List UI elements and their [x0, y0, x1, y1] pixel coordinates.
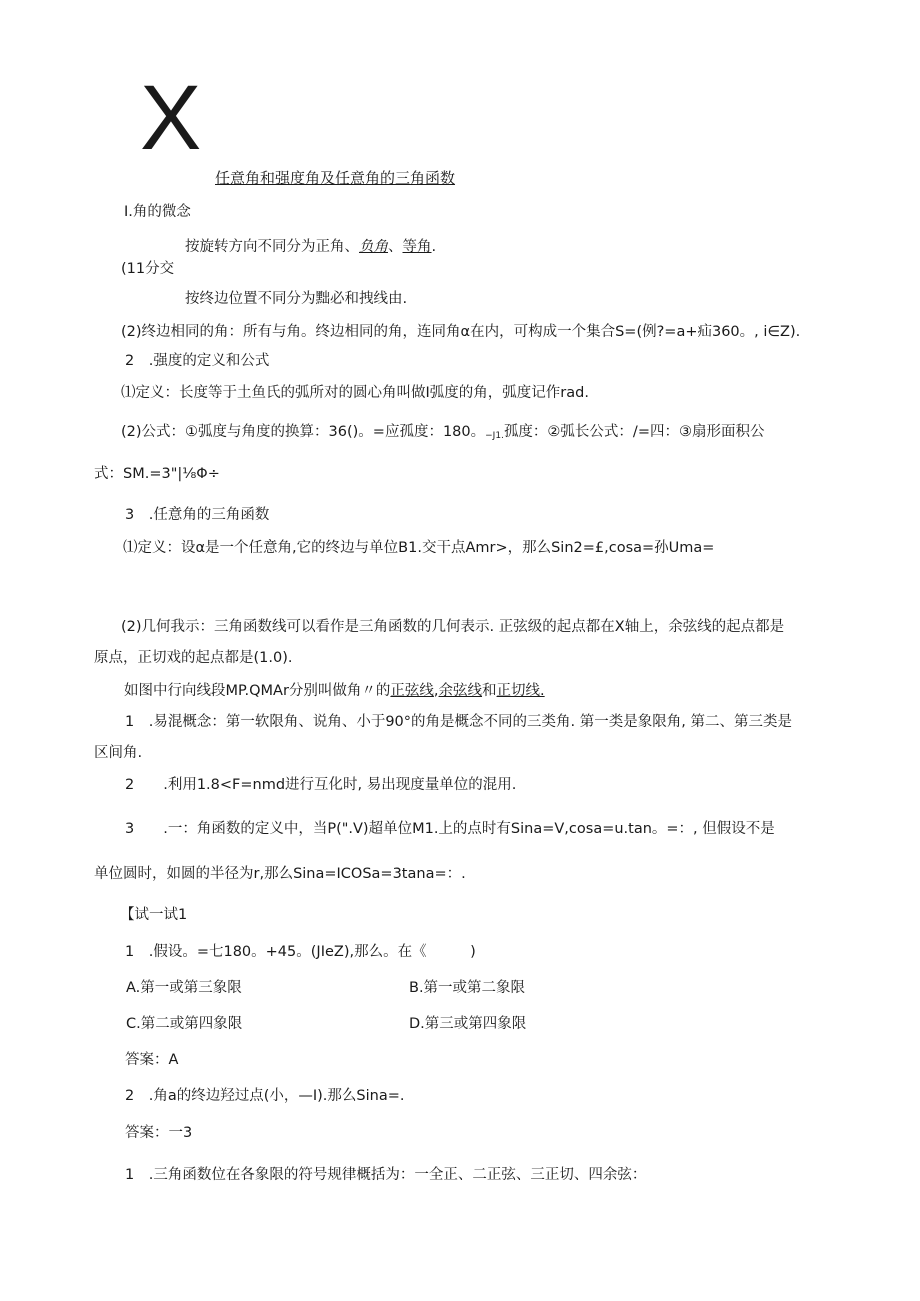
radian-definition: ⑴定义：长度等于土鱼氏的弧所对的圆心角叫做I弧度的角，弧度记作rad. — [121, 385, 589, 401]
option-c: C.第二或第四象限 — [126, 1016, 243, 1032]
note-1-line-1: 1 .易混概念：第一软限角、说角、小于90°的角是概念不同的三类角. 第一类是象限角, 第二、第三类是 — [125, 714, 792, 730]
and-word: 和 — [482, 683, 497, 699]
rotation-separator: 、 — [388, 239, 403, 255]
classification-label: (11分交 — [121, 261, 175, 277]
question-2: 2 .角a的终边羟过点(小，—I).那么Sina=. — [125, 1088, 405, 1104]
note-3-line-2: 单位圆时，如圆的半径为r,那么Sina=ICOSa=3tana=：. — [94, 866, 466, 882]
figure-prefix: 如图中行向线段MP.QMAr分别叫做角〃的 — [124, 683, 391, 699]
page-title: 任意角和强度角及任意角的三角函数 — [215, 169, 456, 187]
tangent-line-term: 正切线. — [496, 683, 545, 699]
terminal-side-classification: 按终边位置不同分为黜必和拽线由. — [185, 291, 408, 307]
sector-area-formula: 式：SM.=3"|⅛Φ÷ — [94, 466, 220, 482]
rotation-prefix: 按旋转方向不同分为正角、 — [185, 239, 359, 255]
geometric-representation-2: 原点，正切戏的起点都是(1.0). — [94, 650, 293, 666]
geometric-representation-1: (2)几何我示：三角函数线可以看作是三角函数的几何表示. 正弦级的起点都在X轴上，余弦线的起点都是 — [121, 619, 785, 635]
section3-heading: 3 .任意角的三角函数 — [125, 507, 270, 523]
exercise-heading: 【试一试1 — [120, 907, 188, 923]
option-a: A.第一或第三象限 — [126, 980, 242, 996]
radian-formulas — [121, 422, 764, 446]
sign-rule: 1 .三角函数位在各象限的符号规律概括为：一全正、二正弦、三正切、四余弦： — [125, 1167, 647, 1183]
comma-separator: , — [433, 683, 439, 699]
big-letter-x: X — [140, 67, 202, 169]
zero-angle-term: 等角 — [402, 239, 432, 255]
formula-small-text: −J1. — [485, 431, 504, 441]
note-1-line-2: 区间角. — [94, 745, 143, 761]
note-2: 2 .利用1.8<F=nmd进行互化时, 易出现度量单位的混用. — [125, 777, 517, 793]
formula-part-a: (2)公式：①弧度与角度的换算：36()。=应孤度：180。 — [121, 424, 486, 440]
formula-part-b: 孤度：②弧长公式：/=四：③扇形面积公 — [503, 424, 765, 440]
negative-angle-term: 负角 — [359, 239, 388, 255]
answer-1: 答案：A — [125, 1052, 179, 1068]
cosine-line-term: 余弦线 — [438, 683, 483, 699]
question-1: 1 .假设。=七180。+45。(JIeZ),那么。在《 ) — [125, 944, 476, 960]
answer-2: 答案：一3 — [125, 1125, 193, 1141]
option-b: B.第一或第二象限 — [409, 980, 526, 996]
figure-lines-description — [124, 681, 545, 701]
note-3-line-1: 3 .一：角函数的定义中，当P(".V)超单位M1.上的点时有Sina=V,cosa=u.tan。=：, 但假设不是 — [125, 821, 775, 837]
rotation-classification — [185, 237, 436, 257]
rotation-end: . — [431, 239, 437, 255]
coterminal-angles: (2)终边相同的角：所有与角。终边相同的角，连同角α在内，可构成一个集合S=(例?=a+疝360。, i∈Z). — [121, 324, 801, 340]
sine-line-term: 正弦线 — [390, 683, 434, 699]
section1-heading: I.角的微念 — [124, 204, 191, 220]
trig-definition: ⑴定义：设α是一个任意角,它的终边与单位B1.交干点Amr>，那么Sin2=£,cosa=孙Uma= — [123, 540, 715, 556]
section2-heading: 2 .强度的定义和公式 — [125, 353, 270, 369]
option-d: D.第三或第四象限 — [409, 1016, 527, 1032]
